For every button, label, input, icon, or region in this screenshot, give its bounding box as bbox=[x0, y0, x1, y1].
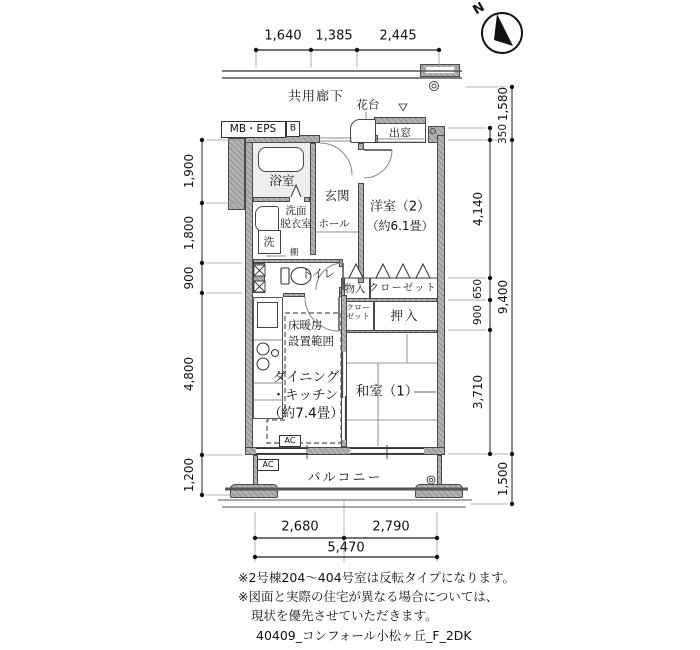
yoshitsu2-door bbox=[364, 150, 392, 178]
closet-label: クローゼット bbox=[368, 283, 438, 294]
closet2-label-2: ゼット bbox=[346, 312, 370, 321]
balcony-railing bbox=[218, 489, 472, 507]
bath-label: 浴室 bbox=[269, 172, 295, 188]
dim-left-3: 900 bbox=[182, 266, 196, 290]
balcony-drain-icon bbox=[427, 476, 435, 484]
oshiire-label: 押入 bbox=[390, 307, 420, 323]
note-line-1: ※2号棟204～404号室は反転タイプになります。 bbox=[238, 570, 516, 585]
demado-label: 出窓 bbox=[389, 126, 411, 140]
balcony-label: バルコニー bbox=[307, 470, 383, 486]
genkan-label: 玄関 bbox=[324, 187, 350, 203]
ac-dk-label: AC bbox=[284, 436, 296, 445]
yoshitsu2-label: 洋室（2） bbox=[369, 199, 431, 215]
closet-door-marks bbox=[343, 264, 437, 278]
closet2-label-1: クロー bbox=[346, 303, 370, 312]
dim-left-1: 1,900 bbox=[182, 153, 196, 189]
dim-right-outer-1500: 1,500 bbox=[496, 461, 510, 497]
heating-label-2: 設置範囲 bbox=[288, 334, 334, 348]
north-arrow-icon bbox=[482, 13, 522, 53]
senmen-label-1: 洗面 bbox=[285, 204, 307, 217]
yoshitsu2-size-label: （約6.1畳） bbox=[366, 219, 434, 233]
dim-right-outer-1580: 1,580 bbox=[496, 86, 510, 122]
corridor-lines bbox=[222, 71, 462, 78]
toilet-label: トイレ bbox=[301, 266, 335, 281]
dim-right-outer-9400: 9,400 bbox=[496, 279, 510, 315]
note-line-2: ※図面と実際の住宅が異なる場合については、 bbox=[238, 589, 499, 604]
washer-label: 洗 bbox=[263, 235, 275, 249]
dim-left-5: 1,200 bbox=[182, 457, 196, 493]
dk-label-2: ・キッチン bbox=[271, 387, 339, 404]
heating-label-1: 床暖房 bbox=[288, 318, 323, 332]
north-label: N bbox=[470, 0, 488, 19]
dim-bottom-2680: 2,680 bbox=[281, 519, 319, 535]
dim-left-2: 1,800 bbox=[182, 215, 196, 251]
dim-top-3: 2,445 bbox=[379, 28, 417, 44]
dk-label-1: ダイニング bbox=[272, 369, 340, 386]
ac-balcony-label: AC bbox=[262, 460, 274, 469]
dim-top-1: 1,640 bbox=[264, 28, 302, 44]
sliding-door-lines bbox=[343, 352, 346, 440]
kadai-label: 花台 bbox=[356, 97, 380, 112]
dim-ext-top bbox=[256, 52, 439, 67]
dk-label-3: （約7.4畳） bbox=[268, 405, 344, 422]
duct-symbols bbox=[254, 265, 265, 292]
washitsu1-label: 和室（1） bbox=[355, 383, 419, 400]
hall-label: ホール bbox=[318, 217, 350, 230]
dim-right-inner-350: 350 bbox=[496, 123, 509, 145]
dim-right-inner-900: 900 bbox=[471, 304, 484, 326]
tana-label: 棚 bbox=[289, 247, 299, 258]
footer-title: 40409_コンフォール小松ヶ丘_F_2DK bbox=[256, 628, 472, 643]
dim-top-2: 1,385 bbox=[315, 28, 353, 44]
window-mullions bbox=[307, 445, 387, 459]
dim-bottom-2790: 2,790 bbox=[372, 519, 410, 535]
genkan-door bbox=[320, 138, 352, 175]
corridor-drain-icon bbox=[430, 82, 439, 91]
monoire-label: 物入 bbox=[344, 282, 366, 295]
dim-right-inner-3710: 3,710 bbox=[471, 374, 485, 410]
dim-left-4: 4,800 bbox=[182, 356, 196, 392]
dim-right-inner-650: 650 bbox=[471, 278, 484, 300]
mb-eps-label: MB・EPS bbox=[229, 122, 277, 135]
dim-bottom-5470: 5,470 bbox=[327, 540, 365, 556]
dim-ext-left bbox=[206, 140, 242, 495]
senmen-label-2: 脱衣室 bbox=[280, 217, 312, 230]
dim-right-inner-4140: 4,140 bbox=[471, 191, 485, 227]
corridor-label: 共用廊下 bbox=[287, 89, 345, 105]
note-line-3: 現状を優先させていただきます。 bbox=[251, 608, 438, 623]
b-label: B bbox=[289, 123, 297, 134]
